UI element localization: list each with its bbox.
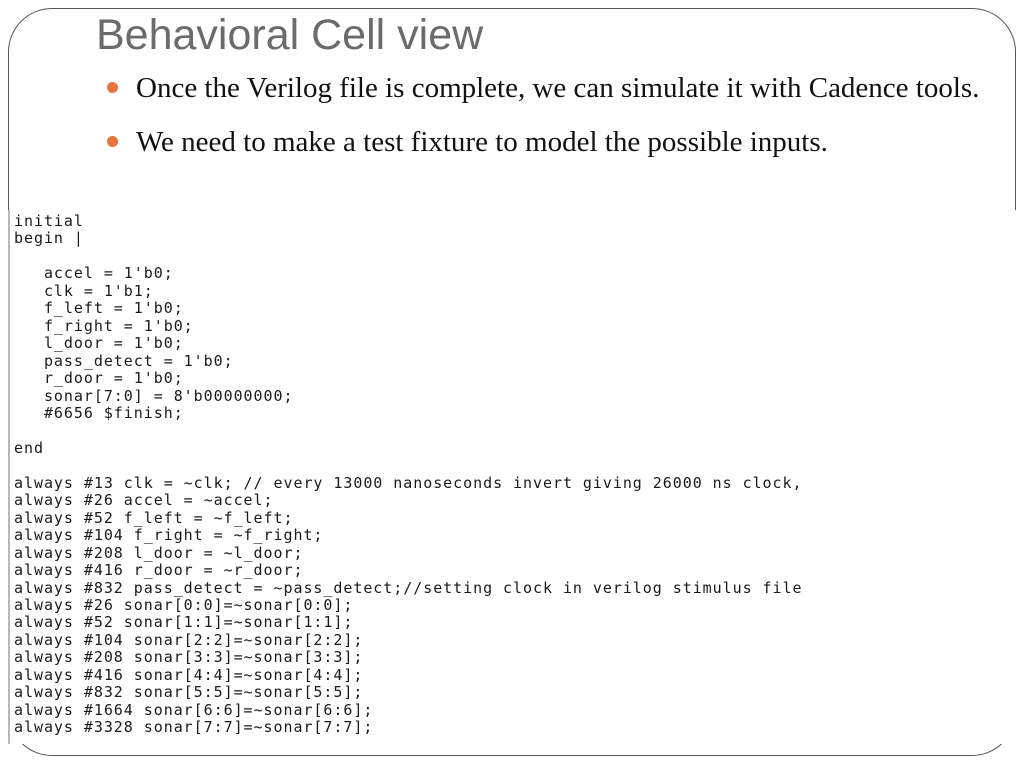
code-line: always #832 pass_detect = ~pass_detect;//setting clock in verilog stimulus file — [14, 578, 803, 597]
code-line: initial — [14, 212, 84, 230]
code-line: f_right = 1'b0; — [14, 316, 194, 335]
code-line: always #416 sonar[4:4]=~sonar[4:4]; — [14, 665, 364, 684]
verilog-code-block — [10, 210, 1016, 737]
bullet-text: We need to make a test fixture to model the possible inputs. — [136, 126, 828, 158]
code-line: always #1664 sonar[6:6]=~sonar[6:6]; — [14, 700, 374, 719]
code-line: r_door = 1'b0; — [14, 369, 184, 388]
code-line: accel = 1'b0; — [14, 264, 174, 283]
code-line: clk = 1'b1; — [14, 281, 154, 300]
code-line: pass_detect = 1'b0; — [14, 351, 234, 370]
bullet-item — [104, 120, 984, 164]
code-line: always #832 sonar[5:5]=~sonar[5:5]; — [14, 683, 364, 702]
bullet-text: Once the Verilog file is complete, we can simulate it with Cadence tools. — [136, 72, 980, 104]
bullet-dot-icon — [107, 82, 118, 93]
code-line: always #104 f_right = ~f_right; — [14, 526, 324, 545]
code-line: end — [14, 438, 44, 457]
verilog-code-screenshot — [8, 210, 1016, 744]
slide-title: Behavioral Cell view — [96, 11, 484, 59]
code-line: begin | — [14, 229, 84, 248]
bullet-dot-icon — [107, 136, 118, 147]
code-line: always #26 sonar[0:0]=~sonar[0:0]; — [14, 595, 354, 614]
code-line: always #26 accel = ~accel; — [14, 491, 274, 510]
bullet-item — [104, 66, 984, 110]
code-line: sonar[7:0] = 8'b00000000; — [14, 386, 294, 405]
code-line: always #13 clk = ~clk; // every 13000 nanoseconds invert giving 26000 ns clock, — [14, 473, 803, 492]
code-line: always #416 r_door = ~r_door; — [14, 561, 304, 580]
code-line: always #3328 sonar[7:7]=~sonar[7:7]; — [14, 718, 374, 737]
code-line: #6656 $finish; — [14, 403, 184, 422]
code-line: always #104 sonar[2:2]=~sonar[2:2]; — [14, 630, 364, 649]
code-line: l_door = 1'b0; — [14, 334, 184, 353]
code-line: always #52 sonar[1:1]=~sonar[1:1]; — [14, 613, 354, 632]
code-line: f_left = 1'b0; — [14, 299, 184, 318]
code-line: always #52 f_left = ~f_left; — [14, 508, 294, 527]
bullet-list — [104, 66, 984, 164]
code-line: always #208 sonar[3:3]=~sonar[3:3]; — [14, 648, 364, 667]
code-line: always #208 l_door = ~l_door; — [14, 543, 304, 562]
